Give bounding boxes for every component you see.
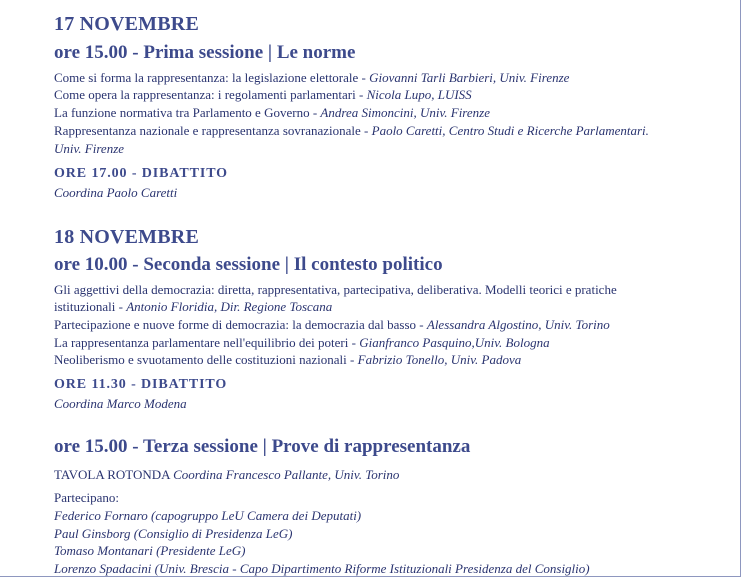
talk-speaker: Nicola Lupo, LUISS <box>366 87 472 102</box>
day1-talk-4-speaker-cont: Univ. Firenze <box>54 141 125 156</box>
talk-speaker: Giovanni Tarli Barbieri, Univ. Firenze <box>369 70 570 85</box>
day1-debate-time: ORE 17.00 - DIBATTITO <box>54 166 228 181</box>
talk-title: Neoliberismo e svuotamento delle costituzioni nazionali <box>54 352 347 367</box>
day2-session-title: ore 10.00 - Seconda sessione | Il contesto politico <box>54 254 443 275</box>
day2-session3-title: ore 15.00 - Terza sessione | Prove di rappresentanza <box>54 436 471 457</box>
day1-date: 17 NOVEMBRE <box>54 13 199 35</box>
talk-title: Gli aggettivi della democrazia: diretta, rappresentativa, partecipativa, deliberativa. Modelli teorici e pratiche <box>54 282 617 297</box>
day1-debate-chair: Coordina Paolo Caretti <box>54 185 178 200</box>
day2-talk-3: La rappresentanza parlamentare nell'equilibrio dei poteri - Gianfranco Pasquino,Univ. Bologna <box>54 335 550 350</box>
participants-label: Partecipano: <box>54 490 119 505</box>
day1-talk-1: Come si forma la rappresentanza: la legislazione elettorale - Giovanni Tarli Barbieri, Univ. Firenze <box>54 70 570 85</box>
round-table-chair: Coordina Francesco Pallante, Univ. Torino <box>173 467 400 482</box>
talk-speaker: Fabrizio Tonello, Univ. Padova <box>357 352 522 367</box>
talk-title: Come opera la rappresentanza: i regolamenti parlamentari <box>54 87 356 102</box>
talk-speaker: Paolo Caretti, Centro Studi e Ricerche Parlamentari. <box>371 123 649 138</box>
talk-title: Come si forma la rappresentanza: la legislazione elettorale <box>54 70 359 85</box>
talk-speaker: Alessandra Algostino, Univ. Torino <box>426 317 610 332</box>
day1-talk-3: La funzione normativa tra Parlamento e Governo - Andrea Simoncini, Univ. Firenze <box>54 105 490 120</box>
participant-4: Lorenzo Spadacini (Univ. Brescia - Capo Dipartimento Riforme Istituzionali Presidenza del Consiglio) <box>54 561 590 576</box>
day2-debate-time: ORE 11.30 - DIBATTITO <box>54 377 228 392</box>
talk-title: Partecipazione e nuove forme di democrazia: la democrazia dal basso <box>54 317 417 332</box>
day2-talk-2: Partecipazione e nuove forme di democrazia: la democrazia dal basso - Alessandra Algostino, Univ. Torino <box>54 317 610 332</box>
page-border-right <box>740 0 741 577</box>
participant-1: Federico Fornaro (capogruppo LeU Camera dei Deputati) <box>54 508 362 523</box>
round-table <box>54 466 399 483</box>
day2-debate-chair: Coordina Marco Modena <box>54 396 187 411</box>
day2-date: 18 NOVEMBRE <box>54 226 199 248</box>
talk-speaker: Antonio Floridia, Dir. Regione Toscana <box>126 299 333 314</box>
day1-talk-4: Rappresentanza nazionale e rappresentanza sovranazionale - Paolo Caretti, Centro Studi e Ricerche Parlamentari. <box>54 123 649 138</box>
participant-3: Tomaso Montanari (Presidente LeG) <box>54 543 246 558</box>
talk-title-cont: istituzionali <box>54 299 116 314</box>
round-table-label: TAVOLA ROTONDA <box>54 467 170 482</box>
day1-session-title: ore 15.00 - Prima sessione | Le norme <box>54 42 356 63</box>
talk-speaker: Gianfranco Pasquino,Univ. Bologna <box>359 335 550 350</box>
talk-title: Rappresentanza nazionale e rappresentanza sovranazionale <box>54 123 361 138</box>
participant-2: Paul Ginsborg (Consiglio di Presidenza LeG) <box>54 526 293 541</box>
day2-talk-4: Neoliberismo e svuotamento delle costituzioni nazionali - Fabrizio Tonello, Univ. Padova <box>54 352 522 367</box>
day1-talk-2: Come opera la rappresentanza: i regolamenti parlamentari - Nicola Lupo, LUISS <box>54 87 472 102</box>
day2-talk-1-cont: istituzionali - Antonio Floridia, Dir. Regione Toscana <box>54 299 333 314</box>
talk-title: La rappresentanza parlamentare nell'equilibrio dei poteri <box>54 335 349 350</box>
day2-talk-1 <box>54 281 617 298</box>
talk-title: La funzione normativa tra Parlamento e Governo <box>54 105 310 120</box>
talk-speaker: Andrea Simoncini, Univ. Firenze <box>320 105 490 120</box>
